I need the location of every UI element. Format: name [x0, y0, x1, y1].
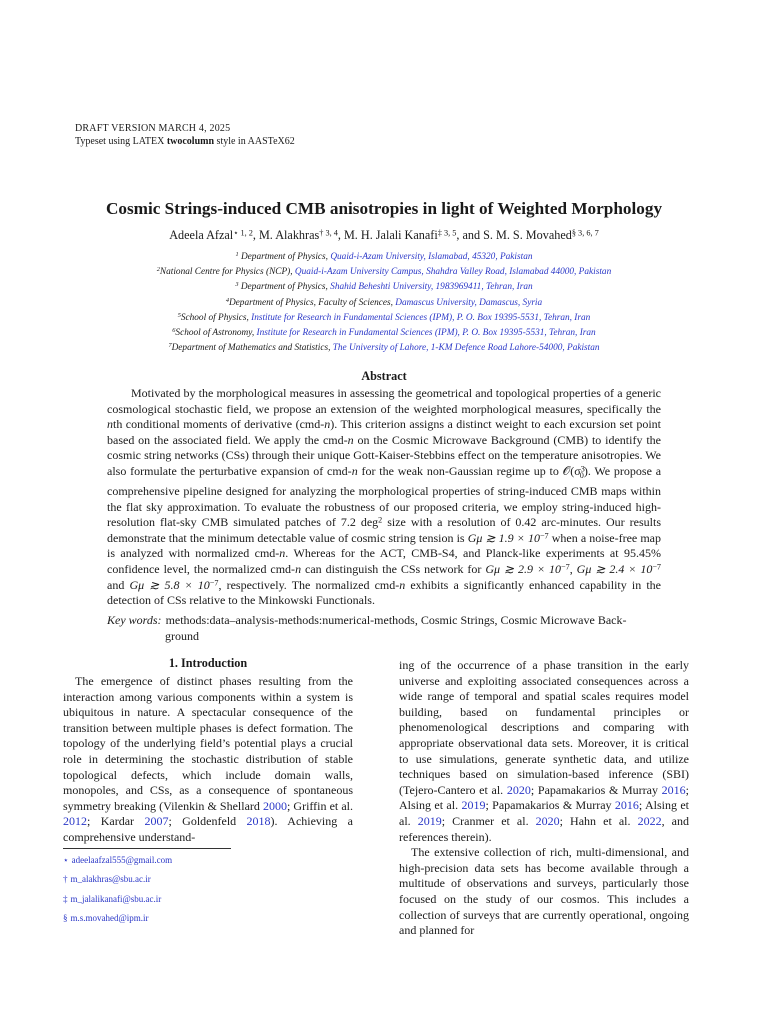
affiliation-link[interactable]: Quaid-i-Azam University, Islamabad, 45320, Pakistan — [330, 252, 533, 262]
footnotes — [63, 851, 172, 928]
footnote-rule — [63, 848, 231, 849]
author: M. H. Jalali Kanafi$^{\ddagger 3, 5}$, and — [343, 228, 484, 242]
affiliation-link[interactable]: Shahid Beheshti University, 1983969411, Tehran, Iran — [330, 282, 533, 293]
affiliation: $^4$Department of Physics, Faculty of Sciences, Damascus University, Damascus, Syria — [225, 296, 543, 308]
affiliation-list — [0, 250, 768, 356]
author-list — [0, 227, 768, 243]
typeset-style: twocolumn — [166, 136, 215, 147]
keywords-line1: methods:data–analysis-methods:numerical-methods, Cosmic Strings, Cosmic Microwave Back- — [165, 613, 627, 627]
citation-link[interactable]: 2022 — [637, 813, 662, 828]
abstract-body: Motivated by the morphological measures in assessing the geometrical and topological properties of a generic cosmological stochastic field, we propose an extension of the weighted morphological measures, specifically the nth conditional moments of derivative (cmd-n). This criterion assigns a distinct weight to each excursion set point based on the associated field. We apply the cmd-n on the Cosmic Microwave Background (CMB) to identify the cosmic string networks (CSs) through their unique Gott-Kaiser-Stebbins effect on the temperature anisotropies. We also formulate the perturbative expansion of cmd-n for the weak non-Gaussian regime up to $𝒪(\sigma^3_0)$. We propose a comprehensive pipeline designed for analyzing the morphological properties of string-induced CMB maps within the flat sky approximation. To evaluate the robustness of our proposed criteria, we employ string-induced high-resolution flat-sky CMB simulated patches of 7.2 deg$^2$ size with a resolution of 0.42 arc-minutes. Our results demonstrate that the minimum detectable value of cosmic string tension is Gμ ≳ $1.9 \times 10^{-7}$ when a noise-free map is analyzed with normalized cmd-n. Whereas for the ACT, CMB-S4, and Planck-like experiments at 95.45% confidence level, the normalized cmd-n can distinguish the CSs network for Gμ ≳ $2.9 \times 10^{-7}$, Gμ ≳ $2.4 \times 10^{-7}$ and Gμ ≳ $5.8 \times 10^{-7}$, respectively. The normalized cmd-n exhibits a significantly enhanced capability in the detection of CSs relative to the Minkowski Functionals. — [107, 386, 662, 608]
keywords — [107, 612, 661, 644]
keywords-line2: ground — [165, 629, 199, 643]
email-link[interactable]: adeelaafzal555@gmail.com — [71, 855, 173, 865]
paragraph: ing of the occurrence of a phase transition in the early universe and exploiting associated consequences across a wide range of temporal and spatial scales requires model building, based on fundamental principles or phenomenological descriptions and comparing with appropriate observational data sets. Moreover, it is critical to use simulations, generate synthetic data, and utilize techniques based on simulation-based inference (SBI) (Tejero-Cantero et al. 2020; Papamakarios & Murray 2016; Alsing et al. 2019; Papamakarios & Murray 2016; Alsing et al. 2019; Cranmer et al. 2020; Hahn et al. 2022, and references therein). — [399, 658, 690, 844]
citation-link[interactable]: 2020 — [535, 813, 560, 828]
citation-link[interactable]: 2007 — [144, 814, 169, 829]
affiliation: $^1$ Department of Physics, Quaid-i-Azam University, Islamabad, 45320, Pakistan — [235, 251, 533, 262]
typeset-note: Typeset using LATEX twocolumn style in AASTeX62 — [75, 136, 295, 147]
affiliation-link[interactable]: Institute for Research in Fundamental Sciences (IPM), P. O. Box 19395-5531, Tehran, Iran — [251, 312, 591, 323]
citation-link[interactable]: 2000 — [262, 798, 287, 813]
paragraph: The extensive collection of rich, multi-dimensional, and high-precision data sets has become available through a multitude of observations and surveys, particularly those focused on the study of our cosmos. This includes a collection of surveys that are currently operational, ongoing and planned for — [399, 845, 689, 938]
affiliation-link[interactable]: Quaid-i-Azam University Campus, Shahdra Valley Road, Islamabad 44000, Pakistan — [294, 267, 612, 278]
affiliation: $^3$ Department of Physics, Shahid Beheshti University, 1983969411, Tehran, Iran — [235, 281, 533, 293]
email-link[interactable]: m_alakhras@sbu.ac.ir — [70, 874, 151, 885]
citation-link[interactable]: 2020 — [506, 782, 531, 797]
citation-link[interactable]: 2019 — [417, 813, 442, 828]
email-link[interactable]: m.s.movahed@ipm.ir — [70, 912, 149, 923]
citation-link[interactable]: 2018 — [246, 814, 271, 829]
latex-logo: ATEX — [138, 136, 165, 147]
footnote: ‡ m_jalalikanafi@sbu.ac.ir — [63, 893, 162, 904]
order-expression: $𝒪(\sigma^3_0)$ — [562, 463, 588, 481]
author: M. Alakhras$^{\dagger 3, 4}$, — [258, 228, 344, 242]
citation-link[interactable]: 2019 — [461, 798, 486, 813]
footnote: ⋆ adeelaafzal555@gmail.com — [63, 855, 173, 865]
section-heading: 1. Introduction — [168, 656, 248, 670]
footnote: § m.s.movahed@ipm.ir — [63, 912, 149, 923]
keywords-label: Key words: — [107, 613, 162, 627]
citation-link[interactable]: 2016 — [661, 782, 686, 797]
paragraph: The emergence of distinct phases resulting from the interaction among various components within a system is ubiquitous in nature. A spectacular consequence of the transition between multiple phases is defect formation. The topology of the underlying field’s potential plays a crucial role in determining the stochastic distribution of stable topological defects, which include domain walls, monopoles, and CSs, as a consequence of spontaneous symmetry breaking (Vilenkin & Shellard 2000; Griffin et al. 2012; Kardar 2007; Goldenfeld 2018). Achieving a comprehensive understand- — [63, 674, 353, 844]
footnote: † m_alakhras@sbu.ac.ir — [63, 874, 151, 885]
draft-version: DRAFT VERSION MARCH 4, 2025 — [75, 123, 231, 134]
affiliation-link[interactable]: Damascus University, Damascus, Syria — [395, 297, 543, 308]
email-link[interactable]: m_jalalikanafi@sbu.ac.ir — [70, 893, 162, 904]
citation-link[interactable]: 2012 — [63, 814, 87, 829]
paper-title: Cosmic Strings-induced CMB anisotropies in light of Weighted Morphology — [105, 199, 663, 218]
affiliation: $^7$Department of Mathematics and Statistics, The University of Lahore, 1-KM Defence Road Lahore-54000, Pakistan — [168, 342, 600, 354]
affiliation-link[interactable]: The University of Lahore, 1-KM Defence Road Lahore-54000, Pakistan — [332, 343, 600, 354]
citation-link[interactable]: 2016 — [614, 798, 639, 813]
right-column — [399, 658, 689, 939]
affiliation: $^5$School of Physics, Institute for Research in Fundamental Sciences (IPM), P. O. Box 19395-5531, Tehran, Iran — [177, 311, 591, 323]
page-header — [75, 122, 295, 148]
abstract-heading: Abstract — [361, 369, 407, 383]
affiliation: $^2$National Centre for Physics (NCP), Quaid-i-Azam University Campus, Shahdra Valley Road, Islamabad 44000, Pakistan — [156, 266, 612, 278]
affiliation-link[interactable]: Institute for Research in Fundamental Sciences (IPM), P. O. Box 19395-5531, Tehran, Iran — [256, 328, 596, 339]
affiliation: $^6$School of Astronomy, Institute for Research in Fundamental Sciences (IPM), P. O. Box 19395-5531, Tehran, Iran — [172, 327, 596, 339]
author: S. M. S. Movahed$^{\S 3, 6, 7}$ — [483, 228, 599, 242]
author: Adeela Afzal$^{⋆ 1, 2}$, — [169, 228, 259, 242]
left-column — [63, 674, 353, 846]
